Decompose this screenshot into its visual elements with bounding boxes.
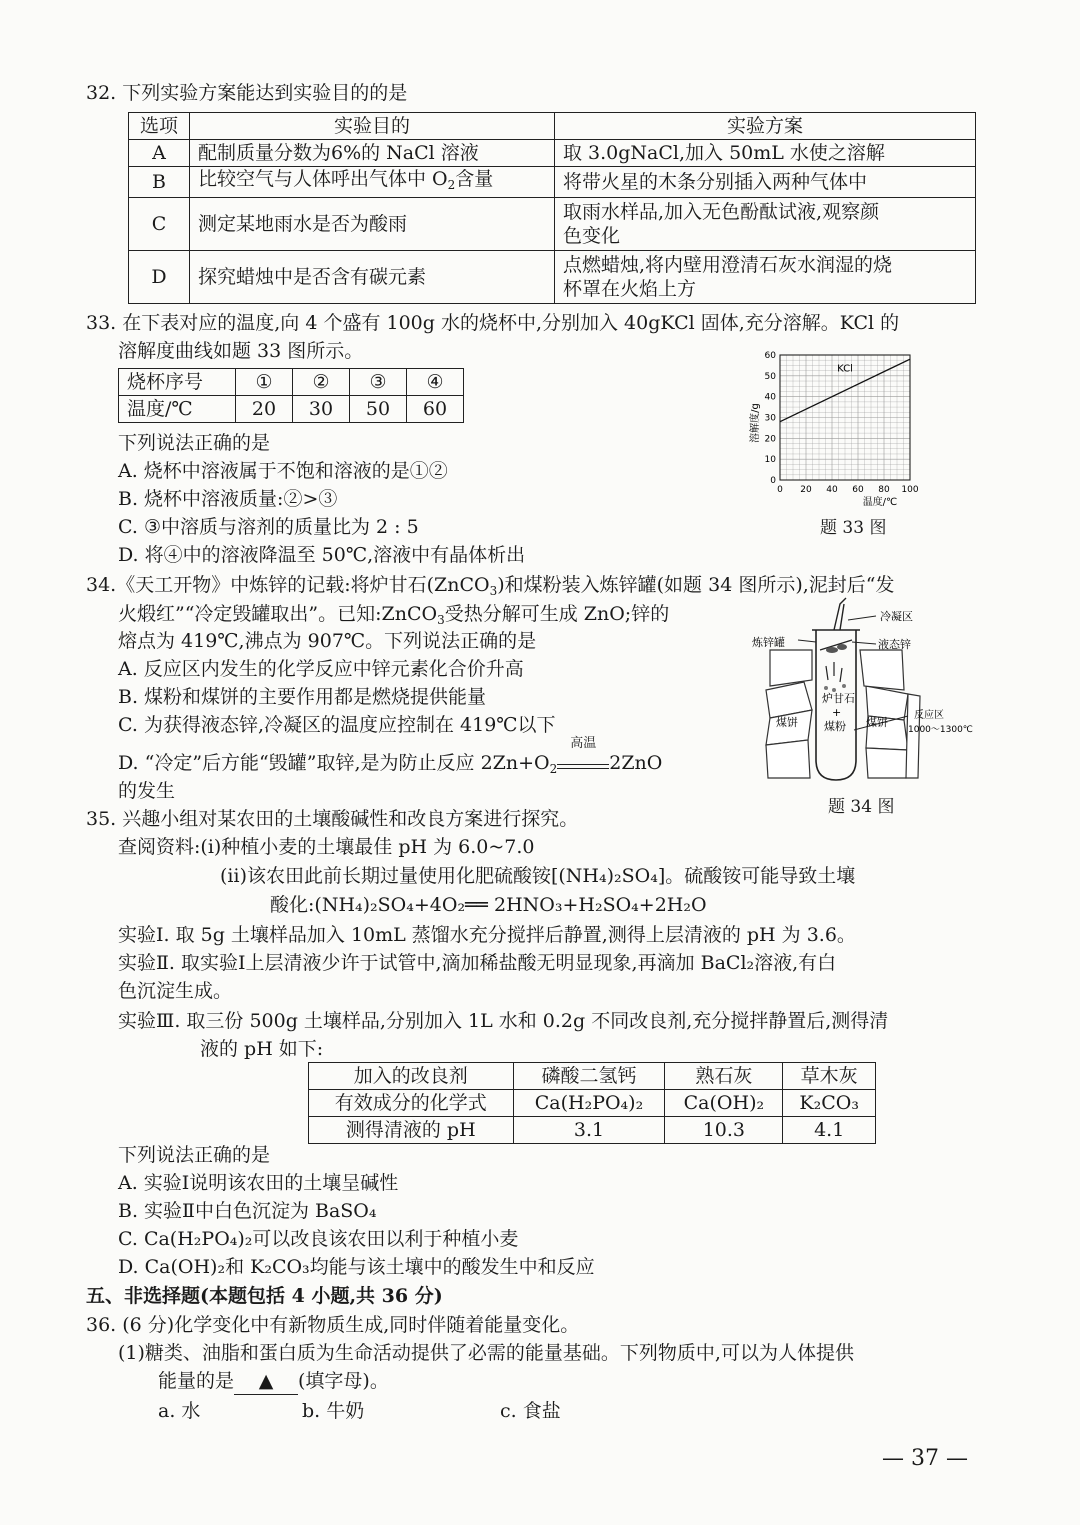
table-row — [129, 251, 976, 304]
label-condense: 冷凝区 — [880, 610, 913, 623]
zinc-smelting-diagram — [748, 590, 988, 790]
q34-option-d: D. “冷定”后方能“毁罐”取锌,是为防止反应 $2Zn+O_2$ 高温 2ZnO — [118, 736, 663, 776]
x-tick-label: 20 — [800, 485, 812, 495]
q33-table — [118, 368, 464, 423]
q35-info-2: (ⅱ)该农田此前长期过量使用化肥硫酸铵[(NH₄)₂SO₄]。硫酸铵可能导致土壤 — [220, 865, 856, 887]
q35-option-c: C. Ca(H₂PO₄)₂可以改良该农田以利于种植小麦 — [118, 1228, 519, 1250]
table-row — [309, 1117, 876, 1144]
purpose-cell: 配制质量分数为6%的 NaCl 溶液 — [190, 140, 555, 167]
reaction-condition: 高温 — [570, 736, 597, 751]
beaker-number: ② — [293, 369, 350, 396]
page-number: — 37 — — [882, 1446, 968, 1471]
option-letter: B — [129, 167, 190, 198]
formula-cell: K₂CO₃ — [783, 1090, 876, 1117]
q36-part1-cont: 能量的是 ▲ (填字母)。 — [158, 1368, 389, 1395]
plan-cell: 取雨水样品,加入无色酚酞试液,观察颜 色变化 — [555, 198, 976, 251]
q35-stem: 35. 兴趣小组对某农田的土壤酸碱性和改良方案进行探究。 — [86, 808, 579, 830]
smelting-jar — [816, 630, 856, 780]
q33-stem-line1: 33. 在下表对应的温度,向 4 个盛有 100g 水的烧杯中,分别加入 40gKCl 固体,充分溶解。KCl 的 — [86, 312, 900, 334]
y-axis-label: 溶解度/g — [750, 403, 761, 443]
q33-prompt: 下列说法正确的是 — [118, 432, 271, 454]
label-reaction-temp: 1000～1300℃ — [908, 725, 973, 735]
table-row — [129, 167, 976, 198]
purpose-cell: 测定某地雨水是否为酸雨 — [190, 198, 555, 251]
q35-exp-2a: 实验Ⅱ. 取实验Ⅰ上层清液少许于试管中,滴加稀盐酸无明显现象,再滴加 BaCl₂溶液,有白 — [118, 952, 837, 974]
x-tick-label: 100 — [901, 485, 919, 495]
q34-stem-line1: 34.《天工开物》中炼锌的记载:将炉甘石(ZnCO$_3$)和煤粉装入炼锌罐(如题 34 图所示),泥封后“发 — [86, 574, 895, 598]
kcl-solubility-chart — [740, 345, 930, 510]
y-tick-label: 20 — [764, 434, 776, 445]
label-reaction-zone: 反应区 — [914, 710, 944, 721]
q35-info-3: 酸化:(NH₄)₂SO₄+4O₂══ 2HNO₃+H₂SO₄+2H₂O — [270, 894, 707, 916]
q33-stem-line2: 溶解度曲线如题 33 图所示。 — [118, 340, 364, 362]
ph-cell: 10.3 — [665, 1117, 783, 1144]
q34-option-a: A. 反应区内发生的化学反应中锌元素化合价升高 — [118, 658, 524, 680]
temperature-value: 20 — [236, 396, 293, 423]
q35-exp-3b: 液的 pH 如下: — [200, 1038, 324, 1060]
figure-34-caption: 题 34 图 — [828, 797, 895, 817]
label-coal-cake-right: 煤饼 — [866, 716, 888, 729]
q35-prompt: 下列说法正确的是 — [118, 1144, 271, 1166]
q36-choice-b: b. 牛奶 — [302, 1400, 365, 1422]
q35-exp-3a: 实验Ⅲ. 取三份 500g 土壤样品,分别加入 1L 水和 0.2g 不同改良剂,充分搅拌静置后,测得清 — [118, 1010, 889, 1032]
table-row — [309, 1063, 876, 1090]
table-row — [129, 140, 976, 167]
beaker-number: ① — [236, 369, 293, 396]
table-row — [119, 396, 464, 423]
x-axis-label: 温度/℃ — [862, 497, 898, 508]
table-header: 加入的改良剂 — [309, 1063, 514, 1090]
y-tick-label: 30 — [764, 413, 776, 424]
q34-stem-line2: 火煅红”“冷定毁罐取出”。已知:ZnCO$_3$受热分解可生成 ZnO;锌的 — [118, 603, 670, 627]
q35-option-d: D. Ca(OH)₂和 K₂CO₃均能与该土壤中的酸发生中和反应 — [118, 1256, 595, 1278]
option-letter: D — [129, 251, 190, 304]
row-label: 烧杯序号 — [119, 369, 236, 396]
purpose-cell: 探究蜡烛中是否含有碳元素 — [190, 251, 555, 304]
table-row — [119, 369, 464, 396]
q34-option-b: B. 煤粉和煤饼的主要作用都是燃烧提供能量 — [118, 686, 487, 708]
q35-option-b: B. 实验Ⅱ中白色沉淀为 BaSO₄ — [118, 1200, 377, 1222]
q35-exp-2b: 色沉淀生成。 — [118, 980, 233, 1002]
plan-cell: 将带火星的木条分别插入两种气体中 — [555, 167, 976, 198]
q36-part1: (1)糖类、油脂和蛋白质为生命活动提供了必需的能量基础。下列物质中,可以为人体提供 — [118, 1342, 854, 1364]
table-header: 实验方案 — [555, 113, 976, 140]
table-row — [129, 113, 976, 140]
q36-choice-c: c. 食盐 — [500, 1400, 561, 1422]
x-tick-label: 80 — [878, 485, 890, 495]
section-5-title: 五、非选择题(本题包括 4 小题,共 36 分) — [86, 1285, 443, 1307]
answer-blank[interactable]: ▲ — [234, 1368, 298, 1395]
origin-label: 0 — [770, 476, 776, 486]
table-header: 实验目的 — [190, 113, 555, 140]
plan-cell: 取 3.0gNaCl,加入 50mL 水使之溶解 — [555, 140, 976, 167]
q33-option-b: B. 烧杯中溶液质量:②>③ — [118, 488, 338, 510]
row-label: 有效成分的化学式 — [309, 1090, 514, 1117]
y-tick-label: 50 — [764, 371, 776, 382]
table-row — [129, 198, 976, 251]
beaker-number: ③ — [350, 369, 407, 396]
row-label: 测得清液的 pH — [309, 1117, 514, 1144]
chimney-tube — [834, 598, 846, 630]
q33-option-d: D. 将④中的溶液降温至 50℃,溶液中有晶体析出 — [118, 544, 526, 566]
label-ore: 炉甘石 — [822, 692, 855, 705]
option-letter: A — [129, 140, 190, 167]
x-tick-label: 40 — [826, 485, 838, 495]
q34-stem-line3: 熔点为 419℃,沸点为 907℃。下列说法正确的是 — [118, 630, 537, 652]
x-tick-label: 60 — [852, 485, 864, 495]
label-coal-cake-left: 煤饼 — [776, 716, 798, 729]
series-label: KCl — [837, 363, 853, 375]
temperature-value: 60 — [407, 396, 464, 423]
q35-option-a: A. 实验Ⅰ说明该农田的土壤呈碱性 — [118, 1172, 399, 1194]
label-plus: + — [832, 706, 842, 719]
table-header: 磷酸二氢钙 — [513, 1063, 665, 1090]
q34-option-c: C. 为获得液态锌,冷凝区的温度应控制在 419℃以下 — [118, 714, 556, 736]
q35-info-1: 查阅资料:(ⅰ)种植小麦的土壤最佳 pH 为 6.0~7.0 — [118, 836, 535, 858]
q33-option-c: C. ③中溶质与溶剂的质量比为 2 : 5 — [118, 516, 419, 538]
q32-stem: 32. 下列实验方案能达到实验目的的是 — [86, 82, 408, 104]
q33-option-a: A. 烧杯中溶液属于不饱和溶液的是①② — [118, 460, 448, 482]
q32-table — [128, 112, 976, 304]
y-tick-label: 40 — [764, 392, 776, 403]
purpose-cell: 比较空气与人体呼出气体中 $O_2$含量 — [190, 167, 555, 198]
x-tick-label: 0 — [777, 485, 783, 495]
label-coal-powder: 煤粉 — [824, 720, 846, 733]
q35-table — [308, 1062, 876, 1144]
plan-cell: 点燃蜡烛,将内壁用澄清石灰水润湿的烧 杯罩在火焰上方 — [555, 251, 976, 304]
option-letter: C — [129, 198, 190, 251]
ph-cell: 3.1 — [513, 1117, 665, 1144]
table-header: 草木灰 — [783, 1063, 876, 1090]
formula-cell: Ca(OH)₂ — [665, 1090, 783, 1117]
y-tick-label: 10 — [764, 455, 776, 466]
ph-cell: 4.1 — [783, 1117, 876, 1144]
temperature-value: 50 — [350, 396, 407, 423]
beaker-number: ④ — [407, 369, 464, 396]
formula-cell: Ca(H₂PO₄)₂ — [513, 1090, 665, 1117]
y-tick-label: 60 — [764, 351, 776, 361]
temperature-value: 30 — [293, 396, 350, 423]
q34-option-d-cont: 的发生 — [118, 780, 176, 802]
q35-exp-1: 实验Ⅰ. 取 5g 土壤样品加入 10mL 蒸馏水充分搅拌后静置,测得上层清液的 pH 为 3.6。 — [118, 924, 856, 946]
label-jar: 炼锌罐 — [752, 636, 785, 649]
figure-33-caption: 题 33 图 — [820, 518, 887, 538]
table-header: 熟石灰 — [665, 1063, 783, 1090]
row-label: 温度/℃ — [119, 396, 236, 423]
q36-stem: 36. (6 分)化学变化中有新物质生成,同时伴随着能量变化。 — [86, 1314, 580, 1336]
q36-choice-a: a. 水 — [158, 1400, 201, 1422]
label-liquid-zinc: 液态锌 — [878, 638, 911, 651]
table-row — [309, 1090, 876, 1117]
table-header: 选项 — [129, 113, 190, 140]
